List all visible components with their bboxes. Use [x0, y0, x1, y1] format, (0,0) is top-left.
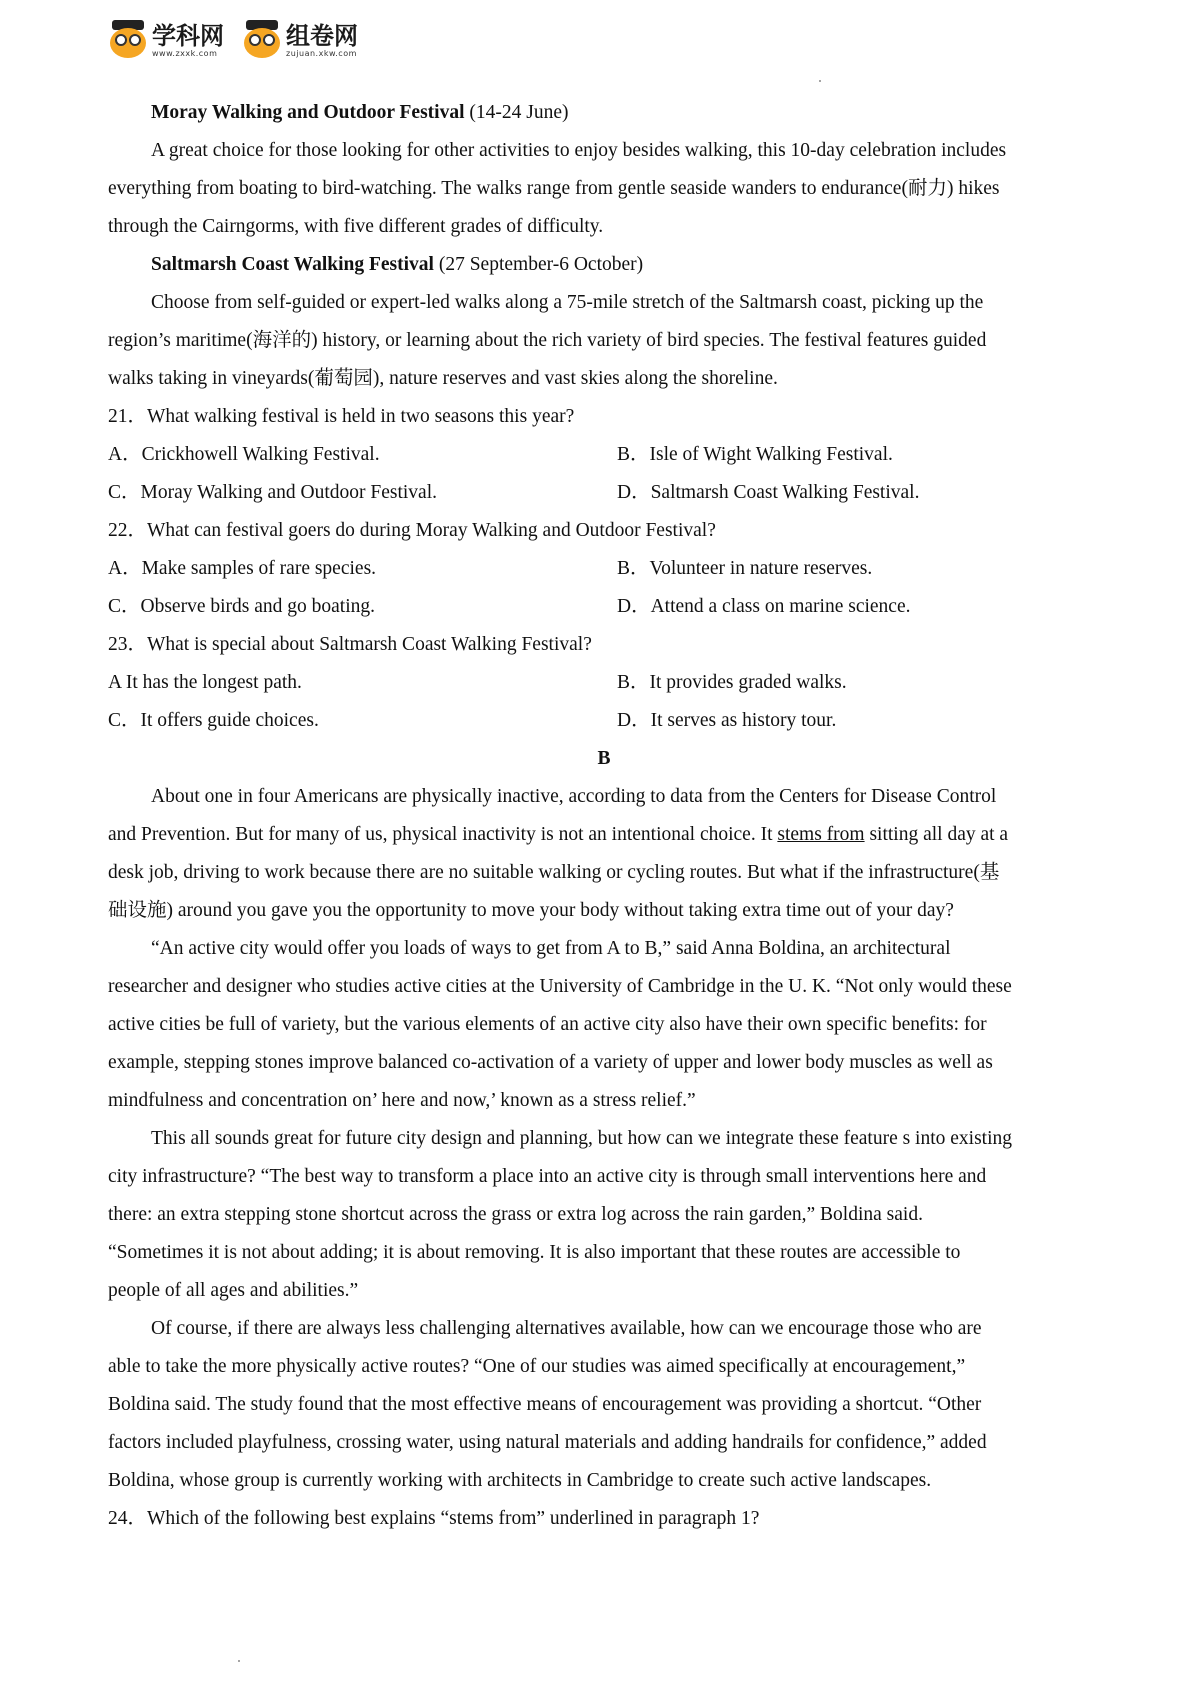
option-row [108, 474, 1100, 512]
option-d: D．Saltmarsh Coast Walking Festival. [617, 482, 920, 503]
option-row [108, 702, 1100, 740]
option-row [108, 436, 1100, 474]
text-line: through the Cairngorms, with five different grades of difficulty. [108, 216, 604, 237]
option-row [108, 550, 1100, 588]
text-line [108, 816, 1100, 854]
text-line: able to take the more physically active routes? “One of our studies was aimed specifically at encouragement,” [108, 1356, 966, 1377]
festival-dates: (14-24 June) [464, 102, 569, 123]
text-line: everything from boating to bird-watching. The walks range from gentle seaside wanders to endurance(耐力) hikes [108, 178, 1000, 199]
festival-heading-saltmarsh [108, 246, 1100, 284]
text-segment: sitting all day at a [864, 824, 1009, 845]
text-line: factors included playfulness, crossing water, using natural materials and adding handrails for confidence,” added [108, 1432, 987, 1453]
text-line: example, stepping stones improve balanced co-activation of a variety of upper and lower body muscles as well as [108, 1052, 993, 1073]
festival-name: Moray Walking and Outdoor Festival [151, 102, 465, 123]
option-c: C．Moray Walking and Outdoor Festival. [108, 482, 437, 503]
option-a: A．Make samples of rare species. [108, 558, 377, 579]
text-line: Boldina said. The study found that the most effective means of encouragement was providing a shortcut. “Other [108, 1394, 982, 1415]
owl-mascot-icon [242, 20, 282, 60]
option-a: A．Crickhowell Walking Festival. [108, 444, 380, 465]
text-line: “An active city would offer you loads of ways to get from A to B,” said Anna Boldina, an architectural [151, 938, 951, 959]
option-c: C．Observe birds and go boating. [108, 596, 376, 617]
option-row [108, 664, 1100, 702]
scan-speck [238, 1660, 240, 1662]
text-segment: and Prevention. But for many of us, physical inactivity is not an intentional choice. It [108, 824, 778, 845]
logo-url: zujuan.xkw.com [286, 48, 357, 58]
festival-name: Saltmarsh Coast Walking Festival [151, 254, 434, 275]
option-a: A It has the longest path. [108, 672, 302, 693]
option-b: B．It provides graded walks. [617, 672, 847, 693]
text-line: region’s maritime(海洋的) history, or learning about the rich variety of bird species. The festival features guided [108, 330, 987, 351]
question-stem: 22．What can festival goers do during Moray Walking and Outdoor Festival? [108, 520, 716, 541]
text-line: A great choice for those looking for other activities to enjoy besides walking, this 10-day celebration includes [151, 140, 1007, 161]
logo-title: 组卷网 [286, 21, 358, 50]
document-body [108, 94, 1100, 1538]
underlined-phrase: stems from [777, 824, 865, 845]
logo-title: 学科网 [152, 21, 224, 50]
text-line: Of course, if there are always less challenging alternatives available, how can we encourage those who are [151, 1318, 982, 1339]
option-row [108, 588, 1100, 626]
festival-dates: (27 September-6 October) [433, 254, 644, 275]
text-line: Boldina, whose group is currently working with architects in Cambridge to create such active landscapes. [108, 1470, 932, 1491]
text-line: Choose from self-guided or expert-led walks along a 75-mile stretch of the Saltmarsh coast, picking up the [151, 292, 984, 313]
header-logos [108, 20, 376, 60]
text-line: mindfulness and concentration on’ here and now,’ known as a stress relief.” [108, 1090, 696, 1111]
question-stem: 23．What is special about Saltmarsh Coast Walking Festival? [108, 634, 592, 655]
option-b: B．Volunteer in nature reserves. [617, 558, 873, 579]
logo-url: www.zxxk.com [152, 48, 218, 58]
section-heading: B [597, 748, 611, 769]
text-line: researcher and designer who studies active cities at the University of Cambridge in the U. K. “Not only would these [108, 976, 1012, 997]
question-stem: 21．What walking festival is held in two seasons this year? [108, 406, 575, 427]
text-line: desk job, driving to work because there are no suitable walking or cycling routes. But what if the infrastructure(基 [108, 862, 1000, 883]
owl-mascot-icon [108, 20, 148, 60]
option-b: B．Isle of Wight Walking Festival. [617, 444, 893, 465]
text-line: 础设施) around you gave you the opportunity to move your body without taking extra time out of your day? [108, 900, 954, 921]
option-c: C．It offers guide choices. [108, 710, 319, 731]
text-line: people of all ages and abilities.” [108, 1280, 359, 1301]
option-d: D．Attend a class on marine science. [617, 596, 911, 617]
text-line: This all sounds great for future city design and planning, but how can we integrate these feature s into existing [151, 1128, 1013, 1149]
text-line: About one in four Americans are physically inactive, according to data from the Centers for Disease Control [151, 786, 997, 807]
text-line: “Sometimes it is not about adding; it is about removing. It is also important that these routes are accessible to [108, 1242, 961, 1263]
text-line: walks taking in vineyards(葡萄园), nature reserves and vast skies along the shoreline. [108, 368, 778, 389]
text-line: there: an extra stepping stone shortcut across the grass or extra log across the rain garden,” Boldina said. [108, 1204, 923, 1225]
text-line: active cities be full of variety, but the various elements of an active city also have their own specific benefits: for [108, 1014, 987, 1035]
scan-speck [819, 80, 821, 82]
festival-heading-moray [108, 94, 1100, 132]
zxxk-logo [108, 20, 224, 60]
zujuan-logo [242, 20, 358, 60]
text-line: city infrastructure? “The best way to transform a place into an active city is through small interventions here and [108, 1166, 987, 1187]
option-d: D．It serves as history tour. [617, 710, 837, 731]
question-stem: 24．Which of the following best explains “stems from” underlined in paragraph 1? [108, 1508, 760, 1529]
